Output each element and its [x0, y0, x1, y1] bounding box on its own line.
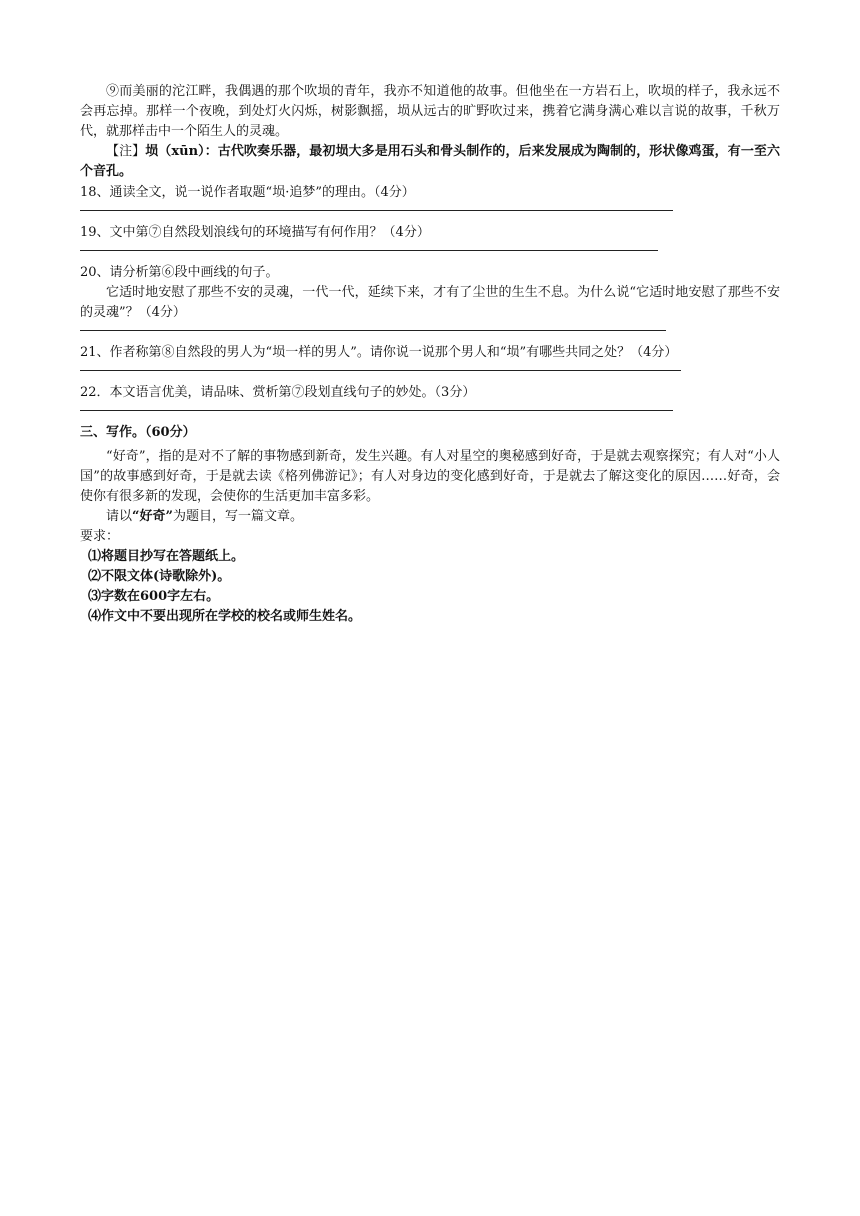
prompt-post: 为题目，写一篇文章。: [172, 509, 303, 524]
annotation-note: [80, 142, 780, 182]
answer-line-19[interactable]: [80, 250, 658, 251]
question-20-quote: 它适时地安慰了那些不安的灵魂，一代一代，延续下来，才有了尘世的生生不息。为什么说“它适时地安慰了那些不安的灵魂”？（4分）: [80, 285, 780, 320]
question-21: 21、作者称第⑧自然段的男人为“埙一样的男人”。请你说一说那个男人和“埙”有哪些共同之处？（4分）: [80, 345, 678, 360]
note-body: 埙（xūn）：古代吹奏乐器，最初埙大多是用石头和骨头制作的，后来发展成为陶制的，形状像鸡蛋，有一至六个音孔。: [80, 144, 780, 179]
question-20: 20、请分析第⑥段中画线的句子。: [80, 265, 279, 280]
requirement-item: ⑵不限文体(诗歌除外)。: [88, 569, 231, 584]
answer-line-22[interactable]: [80, 410, 673, 411]
question-19: 19、文中第⑦自然段划浪线句的环境描写有何作用？（4分）: [80, 225, 430, 240]
writing-prompt: [80, 507, 780, 527]
writing-section-heading: 三、写作。（60分）: [80, 425, 196, 440]
page-content: [80, 82, 780, 627]
answer-line-21[interactable]: [80, 370, 681, 371]
question-22: 22．本文语言优美，请品味、赏析第⑦段划直线句子的妙处。（3分）: [80, 385, 476, 400]
note-tag: 【注】: [106, 144, 146, 159]
requirement-item: ⑷作文中不要出现所在学校的校名或师生姓名。: [88, 609, 362, 624]
requirements-label: 要求：: [80, 529, 120, 544]
answer-line-20[interactable]: [80, 330, 666, 331]
passage-paragraph-9: ⑨而美丽的沱江畔，我偶遇的那个吹埙的青年，我亦不知道他的故事。但他坐在一方岩石上，吹埙的样子，我永远不会再忘掉。那样一个夜晚，到处灯火闪烁，树影飘摇，埙从远古的旷野吹过来，携着它满身满心难以言说的故事，千秋万代，就那样击中一个陌生人的灵魂。: [80, 84, 780, 139]
prompt-pre: 请以: [106, 509, 133, 524]
writing-intro: “好奇”，指的是对不了解的事物感到新奇，发生兴趣。有人对星空的奥秘感到好奇，于是就去观察探究；有人对“小人国”的故事感到好奇，于是就去读《格列佛游记》；有人对身边的变化感到好奇，于是就去了解这变化的原因……好奇，会使你有很多新的发现，会使你的生活更加丰富多彩。: [80, 449, 780, 504]
requirement-item: ⑶字数在600字左右。: [88, 589, 220, 604]
requirement-item: ⑴将题目抄写在答题纸上。: [88, 549, 245, 564]
prompt-title: “好奇”: [132, 509, 173, 524]
question-18: 18、通读全文，说一说作者取题“埙·追梦”的理由。（4分）: [80, 185, 415, 200]
answer-line-18[interactable]: [80, 210, 673, 211]
